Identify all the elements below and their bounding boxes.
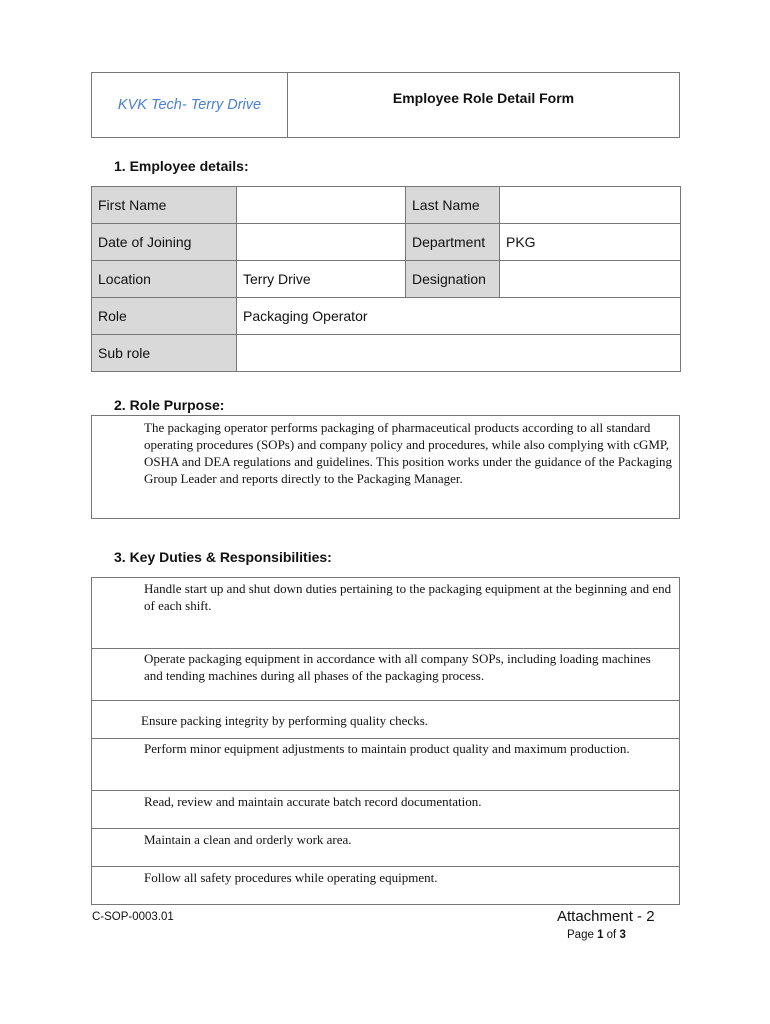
table-row — [92, 739, 679, 791]
table-row — [92, 335, 681, 372]
first-name-field[interactable] — [237, 187, 406, 224]
form-header — [91, 72, 680, 138]
table-row — [92, 829, 679, 867]
attachment-label: Attachment - 2 — [557, 908, 655, 925]
role-purpose-box — [91, 415, 680, 519]
duty-text: Handle start up and shut down duties pertaining to the packaging equipment at the beginning and end of each shift. — [144, 581, 672, 613]
page-current: 1 — [597, 929, 604, 941]
first-name-label: First Name — [92, 187, 237, 224]
date-of-joining-field[interactable] — [237, 224, 406, 261]
document-code: C-SOP-0003.01 — [92, 911, 174, 923]
table-row — [92, 261, 681, 298]
page-prefix: Page — [567, 929, 598, 941]
duties-heading: 3. Key Duties & Responsibilities: — [114, 549, 332, 565]
location-label: Location — [92, 261, 237, 298]
form-title: Employee Role Detail Form — [392, 90, 575, 106]
duty-text: Follow all safety procedures while operating equipment. — [144, 870, 438, 885]
employee-details-table — [91, 186, 681, 372]
last-name-field[interactable] — [500, 187, 681, 224]
sub-role-label: Sub role — [92, 335, 237, 372]
duty-text: Operate packaging equipment in accordance with all company SOPs, including loading machines and tending machines during all phases of the packaging process. — [144, 651, 651, 683]
designation-label: Designation — [406, 261, 500, 298]
table-row — [92, 791, 679, 829]
table-row — [92, 649, 679, 701]
table-row — [92, 701, 679, 739]
date-of-joining-label: Date of Joining — [92, 224, 237, 261]
page-number — [567, 929, 626, 941]
table-row — [92, 867, 679, 905]
duty-text: Perform minor equipment adjustments to maintain product quality and maximum production. — [144, 741, 630, 756]
company-name: KVK Tech- Terry Drive — [92, 73, 288, 137]
department-label: Department — [406, 224, 500, 261]
duty-text: Ensure packing integrity by performing quality checks. — [141, 713, 429, 728]
role-purpose-heading: 2. Role Purpose: — [114, 397, 225, 413]
employee-details-heading: 1. Employee details: — [114, 158, 249, 174]
table-row — [92, 578, 679, 649]
table-row — [92, 224, 681, 261]
table-row — [92, 187, 681, 224]
sub-role-field[interactable] — [237, 335, 681, 372]
last-name-label: Last Name — [406, 187, 500, 224]
role-label: Role — [92, 298, 237, 335]
duties-table — [91, 577, 680, 905]
duty-text: Read, review and maintain accurate batch record documentation. — [144, 794, 482, 809]
location-field[interactable]: Terry Drive — [237, 261, 406, 298]
duty-text: Maintain a clean and orderly work area. — [144, 832, 352, 847]
page-total: 3 — [619, 929, 626, 941]
table-row — [92, 298, 681, 335]
role-field[interactable]: Packaging Operator — [237, 298, 681, 335]
department-field[interactable]: PKG — [500, 224, 681, 261]
role-purpose-text: The packaging operator performs packaging of pharmaceutical products according to all standard operating procedures (SOPs) and company policy and procedures, while also complying with cGMP, OSHA and DEA regulations and guidelines. This position works under the guidance of the Packaging Group Leader and reports directly to the Packaging Manager. — [144, 420, 672, 486]
designation-field[interactable] — [500, 261, 681, 298]
page-of: of — [603, 929, 620, 941]
